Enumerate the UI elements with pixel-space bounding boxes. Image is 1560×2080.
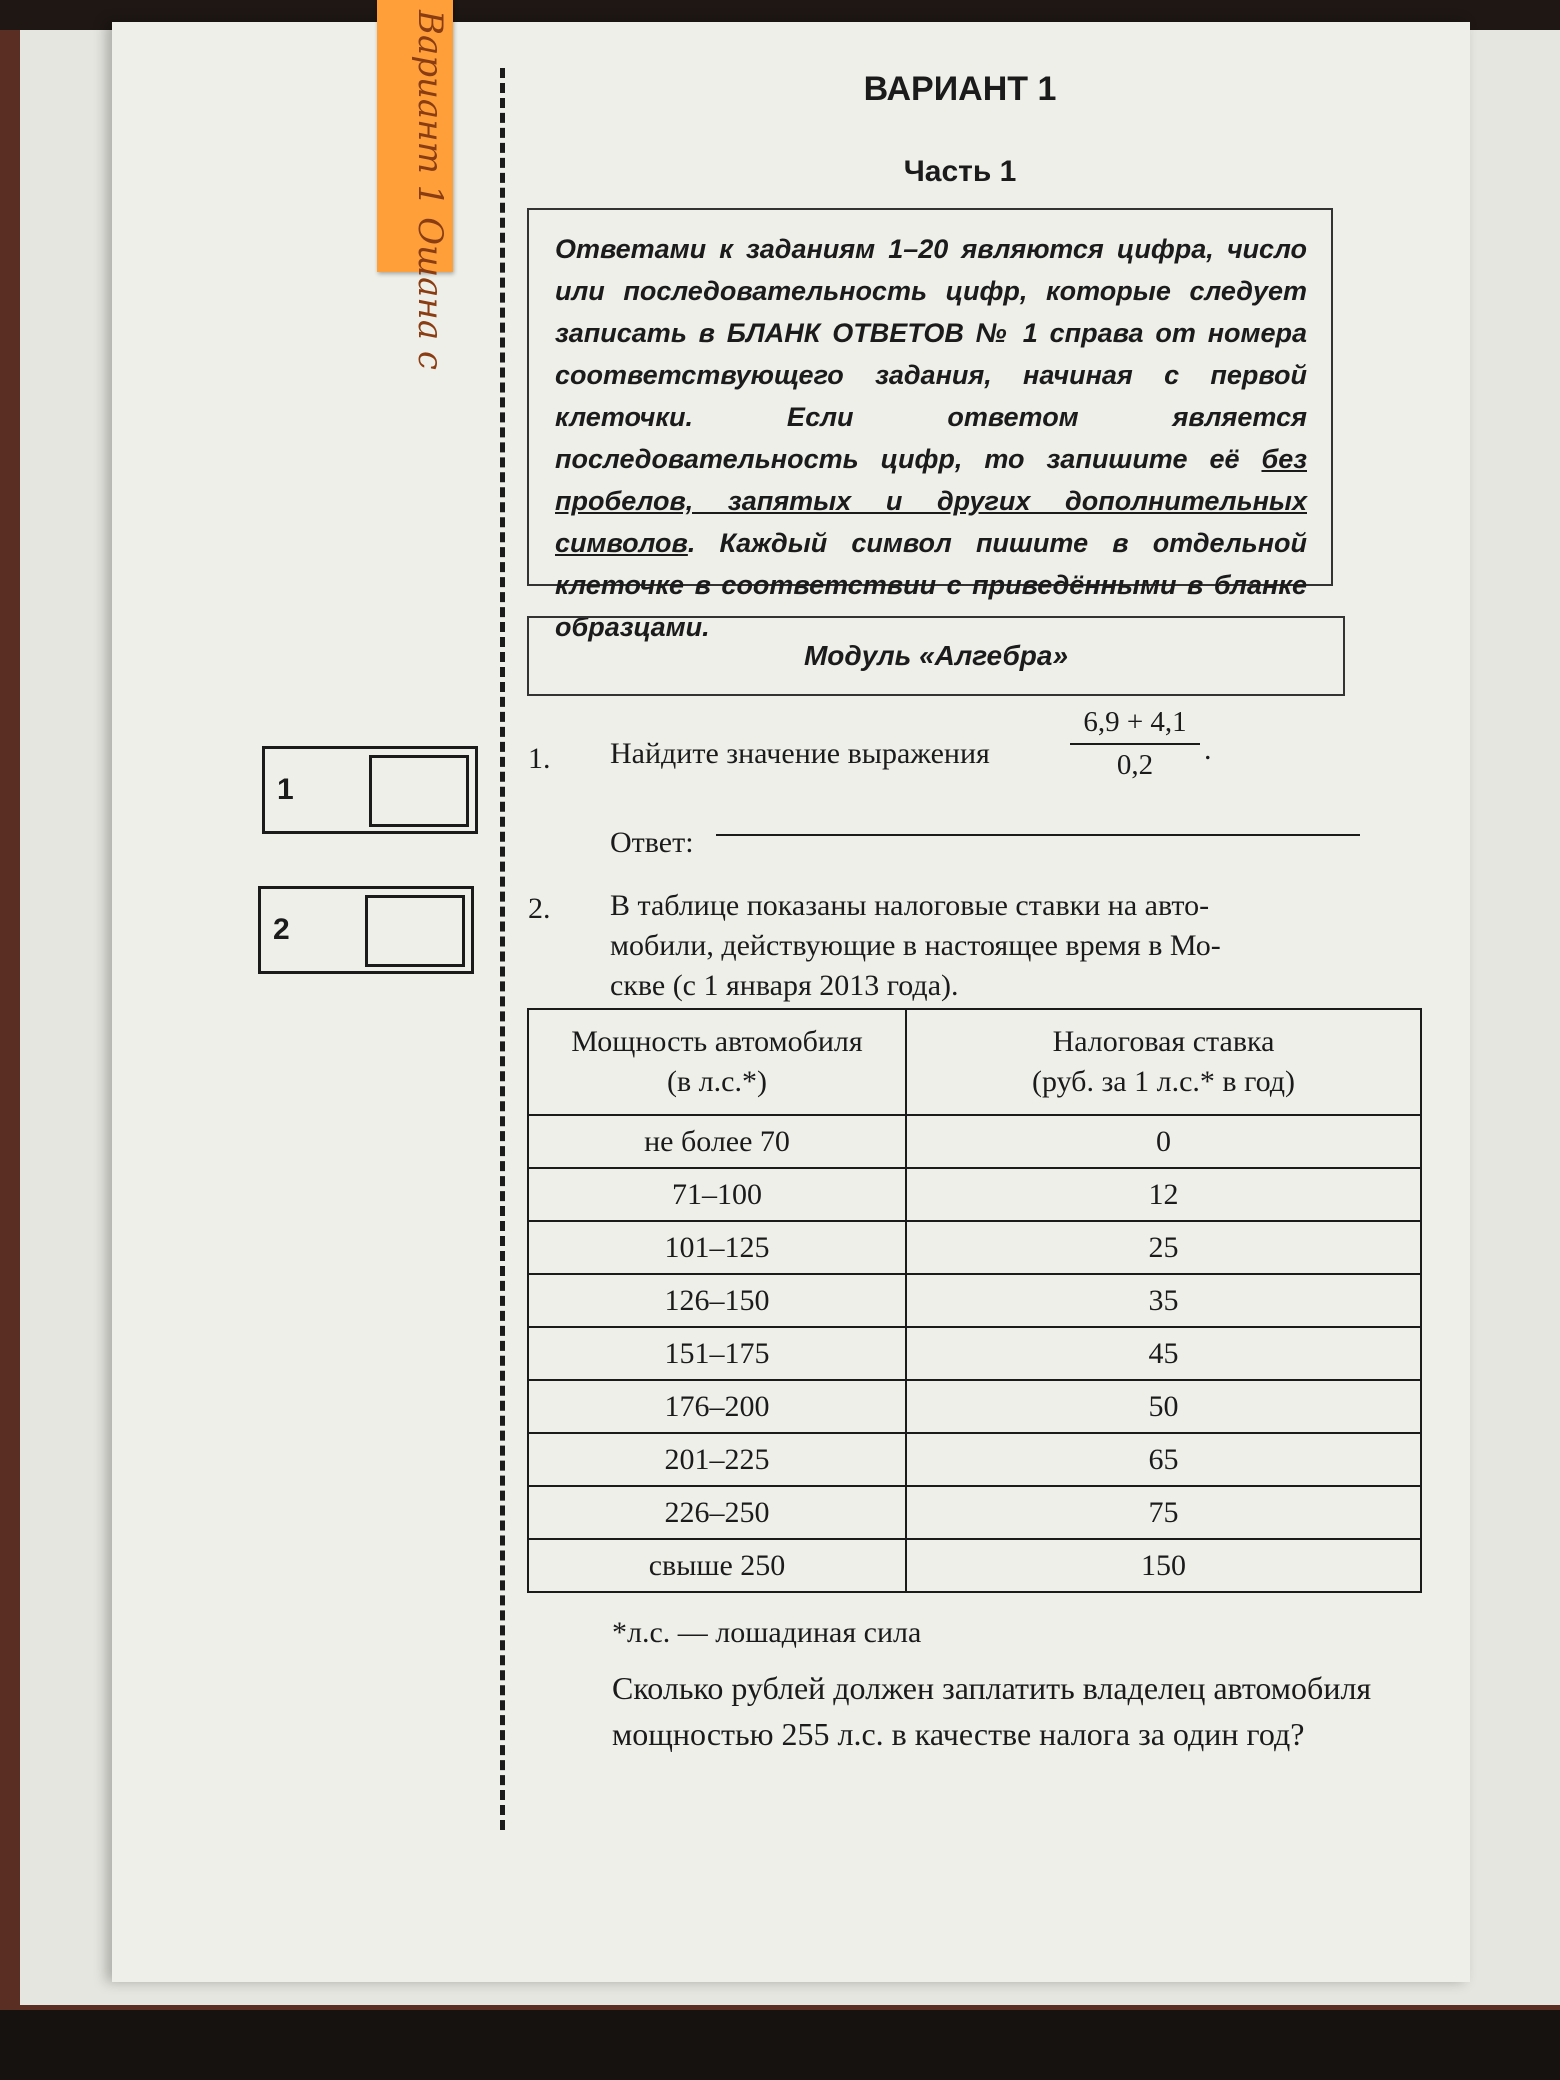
part-title: Часть 1 <box>903 155 1017 188</box>
task-2-text <box>610 886 1370 1006</box>
header-rate-line2: (руб. за 1 л.с.* в год) <box>1031 1065 1296 1098</box>
task-1-fraction <box>1070 706 1200 782</box>
rate-cell: 12 <box>906 1168 1421 1221</box>
rate-cell: 150 <box>906 1539 1421 1592</box>
answer-box-number: 2 <box>273 913 290 946</box>
power-cell: 126–150 <box>528 1274 906 1327</box>
power-cell: 101–125 <box>528 1221 906 1274</box>
table-row <box>528 1221 1421 1274</box>
power-cell: не более 70 <box>528 1115 906 1168</box>
instructions-text: Ответами к заданиям 1–20 являются цифра, число или последовательность цифр, которые следует записать в БЛАНК ОТВЕТОВ № 1 справа от номера соответствующего задания, начиная с первой клеточки. Если ответом является последовательность цифр, то запишите её <box>555 234 1307 474</box>
header-power-line1: Мощность автомобиля <box>571 1025 863 1058</box>
rate-cell: 50 <box>906 1380 1421 1433</box>
rate-cell: 0 <box>906 1115 1421 1168</box>
task-2-question: Сколько рублей должен заплатить владелец автомобиля мощностью 255 л.с. в качестве налога за один год? <box>612 1670 1372 1752</box>
header-power-line2: (в л.с.*) <box>667 1065 767 1098</box>
fraction-bar <box>1070 743 1200 745</box>
module-title: Модуль «Алгебра» <box>803 640 1069 671</box>
table-row <box>528 1168 1421 1221</box>
header-rate <box>906 1009 1421 1115</box>
rate-cell: 45 <box>906 1327 1421 1380</box>
footnote: *л.с. — лошадиная сила <box>612 1616 922 1649</box>
header-rate-line1: Налоговая ставка <box>1052 1025 1275 1058</box>
fraction-denominator: 0,2 <box>1116 749 1154 781</box>
instructions-underlined: без пробелов, запятых и других дополнительных символов <box>555 444 1307 558</box>
answer-line[interactable] <box>716 834 1360 836</box>
task-2-line: скве (с 1 января 2013 года). <box>610 969 959 1002</box>
answer-label: Ответ: <box>610 826 694 859</box>
desk-background-bottom <box>0 2010 1560 2080</box>
task-2-line: мобили, действующие в настоящее время в Мо- <box>610 929 1221 962</box>
sticky-note <box>377 0 453 370</box>
instructions-box <box>527 208 1333 642</box>
rate-cell: 75 <box>906 1486 1421 1539</box>
task-2-number: 2. <box>528 892 551 925</box>
rate-cell: 35 <box>906 1274 1421 1327</box>
task-1-period: . <box>1204 733 1212 766</box>
rate-cell: 65 <box>906 1433 1421 1486</box>
task-2-line: В таблице показаны налоговые ставки на авто- <box>610 889 1210 922</box>
power-cell: свыше 250 <box>528 1539 906 1592</box>
power-cell: 71–100 <box>528 1168 906 1221</box>
table-row <box>528 1274 1421 1327</box>
header-power <box>528 1009 906 1115</box>
answer-cell[interactable] <box>365 895 465 967</box>
table-row <box>528 1380 1421 1433</box>
table-row <box>528 1327 1421 1380</box>
rate-cell: 25 <box>906 1221 1421 1274</box>
sticky-note-handwriting: Вариант 1 Ошана с <box>410 10 450 370</box>
task-1-number: 1. <box>528 742 551 775</box>
instructions-text-end: . Каждый символ пишите в отдельной клеточке в соответствии с приведёнными в бланке образцами. <box>555 528 1307 642</box>
power-cell: 201–225 <box>528 1433 906 1486</box>
power-cell: 226–250 <box>528 1486 906 1539</box>
variant-title: ВАРИАНТ 1 <box>863 70 1057 108</box>
module-title-box <box>527 616 1345 696</box>
answer-box-number: 1 <box>277 773 294 806</box>
answer-box-2 <box>258 886 474 974</box>
cut-line-divider <box>500 68 505 1830</box>
tax-rate-table <box>527 1008 1422 1593</box>
task-1-text: Найдите значение выражения <box>610 737 990 770</box>
answer-box-1 <box>262 746 478 834</box>
fraction-numerator: 6,9 + 4,1 <box>1083 706 1187 738</box>
power-cell: 151–175 <box>528 1327 906 1380</box>
answer-cell[interactable] <box>369 755 469 827</box>
table-row <box>528 1486 1421 1539</box>
table-header-row <box>528 1009 1421 1115</box>
table-row <box>528 1433 1421 1486</box>
power-cell: 176–200 <box>528 1380 906 1433</box>
table-row <box>528 1115 1421 1168</box>
table-row <box>528 1539 1421 1592</box>
